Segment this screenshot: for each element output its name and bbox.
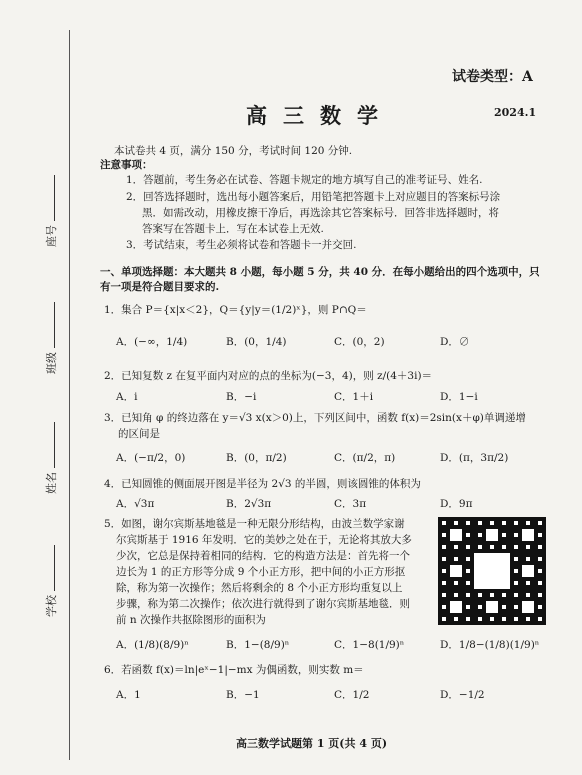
- carpet-hole: [486, 529, 498, 541]
- question-4-stem: 4．已知圆锥的侧面展开图是半径为 2√3 的半圆，则该圆锥的体积为: [104, 478, 421, 490]
- question-6-option-c: C．1/2: [334, 689, 370, 701]
- carpet-hole: [454, 521, 458, 525]
- question-5-option-a: A．(1/8)(8/9)ⁿ: [116, 639, 189, 651]
- question-6-option-d: D．−1/2: [440, 689, 485, 701]
- carpet-hole: [490, 545, 494, 549]
- carpet-hole: [466, 617, 470, 621]
- carpet-hole: [478, 593, 482, 597]
- question-3-stem: 3．已知角 φ 的终边落在 y＝√3 x(x＞0)上，下列区间中，函数 f(x)＝2sin(x＋φ)单调递增: [104, 412, 526, 424]
- exam-date: 2024.1: [494, 106, 537, 119]
- question-3-option-b: B．(0，π/2): [226, 452, 287, 464]
- carpet-hole: [538, 533, 542, 537]
- question-3-option-c: C．(π/2，π): [334, 452, 396, 464]
- notice-line: 1．答题前，考生务必在试卷、答题卡规定的地方填写自己的准考证号、姓名.: [126, 174, 483, 186]
- carpet-hole: [514, 569, 518, 573]
- carpet-hole: [522, 601, 534, 613]
- exam-intro: 本试卷共 4 页，满分 150 分，考试时间 120 分钟.: [114, 145, 353, 157]
- name-label: 姓名: [45, 472, 58, 494]
- carpet-hole: [490, 593, 494, 597]
- question-3-option-a: A．(−π/2，0): [116, 452, 186, 464]
- carpet-hole: [478, 521, 482, 525]
- question-5-option-c: C．1−8(1/9)ⁿ: [334, 639, 405, 651]
- carpet-hole: [538, 617, 542, 621]
- class-field: [43, 352, 59, 374]
- carpet-hole: [502, 545, 506, 549]
- question-1-option-d: D．∅: [440, 336, 470, 348]
- question-5-line: 少次，它总是保持着相同的结构．它的构造方法是：首先将一个: [116, 550, 410, 562]
- name-field: [43, 472, 59, 494]
- carpet-hole: [450, 601, 462, 613]
- carpet-hole: [442, 533, 446, 537]
- carpet-hole: [454, 593, 458, 597]
- carpet-hole: [466, 593, 470, 597]
- carpet-hole: [526, 617, 530, 621]
- carpet-hole: [526, 557, 530, 561]
- notice-line: 2．回答选择题时，选出每小题答案后，用铅笔把答题卡上对应题目的答案标号涂: [126, 191, 501, 203]
- page-footer: 高三数学试题第 1 页(共 4 页): [236, 737, 388, 750]
- carpet-hole: [454, 617, 458, 621]
- carpet-hole: [442, 593, 446, 597]
- carpet-hole: [526, 521, 530, 525]
- carpet-hole: [454, 545, 458, 549]
- question-2-option-c: C．1＋i: [334, 391, 374, 403]
- carpet-hole: [502, 533, 506, 537]
- carpet-hole: [442, 521, 446, 525]
- question-5-line: 步骤，称为第二次操作；依次进行就得到了谢尔宾斯基地毯．则: [116, 598, 410, 610]
- question-3-stem-cont: 的区间是: [118, 428, 160, 440]
- carpet-hole: [490, 521, 494, 525]
- question-3-option-d: D．(π，3π/2): [440, 452, 509, 464]
- question-1-stem: 1．集合 P＝{x|x＜2}，Q＝{y|y＝(1/2)ˣ}，则 P∩Q＝: [104, 304, 367, 316]
- carpet-hole: [502, 593, 506, 597]
- section-heading-line: 一、单项选择题：本大题共 8 小题，每小题 5 分，共 40 分．在每小题给出的四个选项中，只: [100, 266, 540, 278]
- carpet-hole: [502, 617, 506, 621]
- question-5-line: 边长为 1 的正方形等分成 9 个小正方形，把中间的小正方形抠: [116, 566, 406, 578]
- carpet-hole: [514, 521, 518, 525]
- carpet-hole: [538, 581, 542, 585]
- question-4-option-c: C．3π: [334, 498, 367, 510]
- carpet-hole: [478, 545, 482, 549]
- question-4-option-b: B．2√3π: [226, 498, 272, 510]
- question-6-stem: 6．若函数 f(x)＝ln|eˣ−1|−mx 为偶函数，则实数 m＝: [104, 664, 364, 676]
- carpet-hole: [466, 605, 470, 609]
- carpet-hole: [466, 521, 470, 525]
- question-5-line: 除，称为第一次操作；然后将剩余的 8 个小正方形均重复以上: [116, 582, 403, 594]
- question-2-option-b: B．−i: [226, 391, 257, 403]
- question-5-option-d: D．1/8−(1/8)(1/9)ⁿ: [440, 639, 540, 651]
- carpet-hole: [478, 533, 482, 537]
- carpet-hole: [450, 565, 462, 577]
- class-label: 班级: [45, 352, 58, 374]
- sierpinski-carpet-figure: [438, 517, 546, 625]
- carpet-hole: [490, 617, 494, 621]
- carpet-hole: [514, 581, 518, 585]
- school-field: [43, 595, 59, 617]
- carpet-hole: [466, 557, 470, 561]
- carpet-hole: [514, 545, 518, 549]
- carpet-hole: [442, 617, 446, 621]
- carpet-hole: [474, 553, 510, 589]
- question-2-option-a: A．i: [116, 391, 138, 403]
- question-5-option-b: B．1−(8/9)ⁿ: [226, 639, 290, 651]
- page-title: 高三数学: [246, 103, 394, 128]
- notice-line: 黑．如需改动，用橡皮擦干净后，再选涂其它答案标号．回答非选择题时，将: [142, 207, 499, 219]
- question-1-option-c: C．(0，2): [334, 336, 385, 348]
- notice-title: 注意事项：: [100, 159, 153, 171]
- carpet-hole: [466, 569, 470, 573]
- carpet-hole: [486, 601, 498, 613]
- notice-line: 答案写在答题卡上．写在本试卷上无效.: [142, 223, 324, 235]
- carpet-hole: [442, 581, 446, 585]
- school-label: 学校: [45, 595, 58, 617]
- carpet-hole: [442, 545, 446, 549]
- carpet-hole: [442, 557, 446, 561]
- question-1-option-b: B．(0，1/4): [226, 336, 287, 348]
- carpet-hole: [442, 569, 446, 573]
- carpet-hole: [522, 529, 534, 541]
- carpet-hole: [502, 521, 506, 525]
- question-5-line: 5．如图，谢尔宾斯基地毯是一种无限分形结构，由波兰数学家谢: [104, 518, 405, 530]
- carpet-hole: [538, 557, 542, 561]
- carpet-hole: [538, 521, 542, 525]
- notice-line: 3．考试结束，考生必须将试卷和答题卡一并交回.: [126, 239, 357, 251]
- section-heading: [100, 265, 560, 295]
- paper-type: 试卷类型：A: [452, 69, 533, 85]
- question-6-option-b: B．−1: [226, 689, 260, 701]
- carpet-hole: [466, 533, 470, 537]
- binding-margin-line: [69, 30, 70, 760]
- carpet-hole: [526, 545, 530, 549]
- question-2-option-d: D．1−i: [440, 391, 478, 403]
- question-6-option-a: A．1: [116, 689, 141, 701]
- carpet-hole: [502, 605, 506, 609]
- section-heading-line: 有一项是符合题目要求的.: [100, 281, 220, 293]
- carpet-hole: [442, 605, 446, 609]
- carpet-hole: [526, 593, 530, 597]
- carpet-hole: [538, 545, 542, 549]
- carpet-hole: [466, 581, 470, 585]
- carpet-hole: [514, 593, 518, 597]
- question-1-option-a: A．(−∞，1/4): [116, 336, 188, 348]
- carpet-hole: [514, 617, 518, 621]
- question-2-stem: 2．已知复数 z 在复平面内对应的点的坐标为(−3，4)，则 z/(4＋3i)＝: [104, 370, 433, 382]
- carpet-hole: [522, 565, 534, 577]
- carpet-hole: [538, 593, 542, 597]
- question-4-option-d: D．9π: [440, 498, 473, 510]
- carpet-hole: [466, 545, 470, 549]
- carpet-hole: [454, 557, 458, 561]
- carpet-hole: [478, 605, 482, 609]
- seat-label: 座号: [45, 225, 58, 247]
- question-5-line: 前 n 次操作共抠除图形的面积为: [116, 614, 266, 626]
- question-5-line: 尔宾斯基于 1916 年发明．它的美妙之处在于，无论将其放大多: [116, 534, 412, 546]
- question-4-option-a: A．√3π: [116, 498, 155, 510]
- carpet-hole: [538, 605, 542, 609]
- carpet-hole: [514, 533, 518, 537]
- carpet-hole: [514, 557, 518, 561]
- carpet-hole: [478, 617, 482, 621]
- carpet-hole: [454, 581, 458, 585]
- carpet-hole: [514, 605, 518, 609]
- carpet-hole: [526, 581, 530, 585]
- seat-field: [43, 225, 59, 247]
- carpet-hole: [450, 529, 462, 541]
- carpet-hole: [538, 569, 542, 573]
